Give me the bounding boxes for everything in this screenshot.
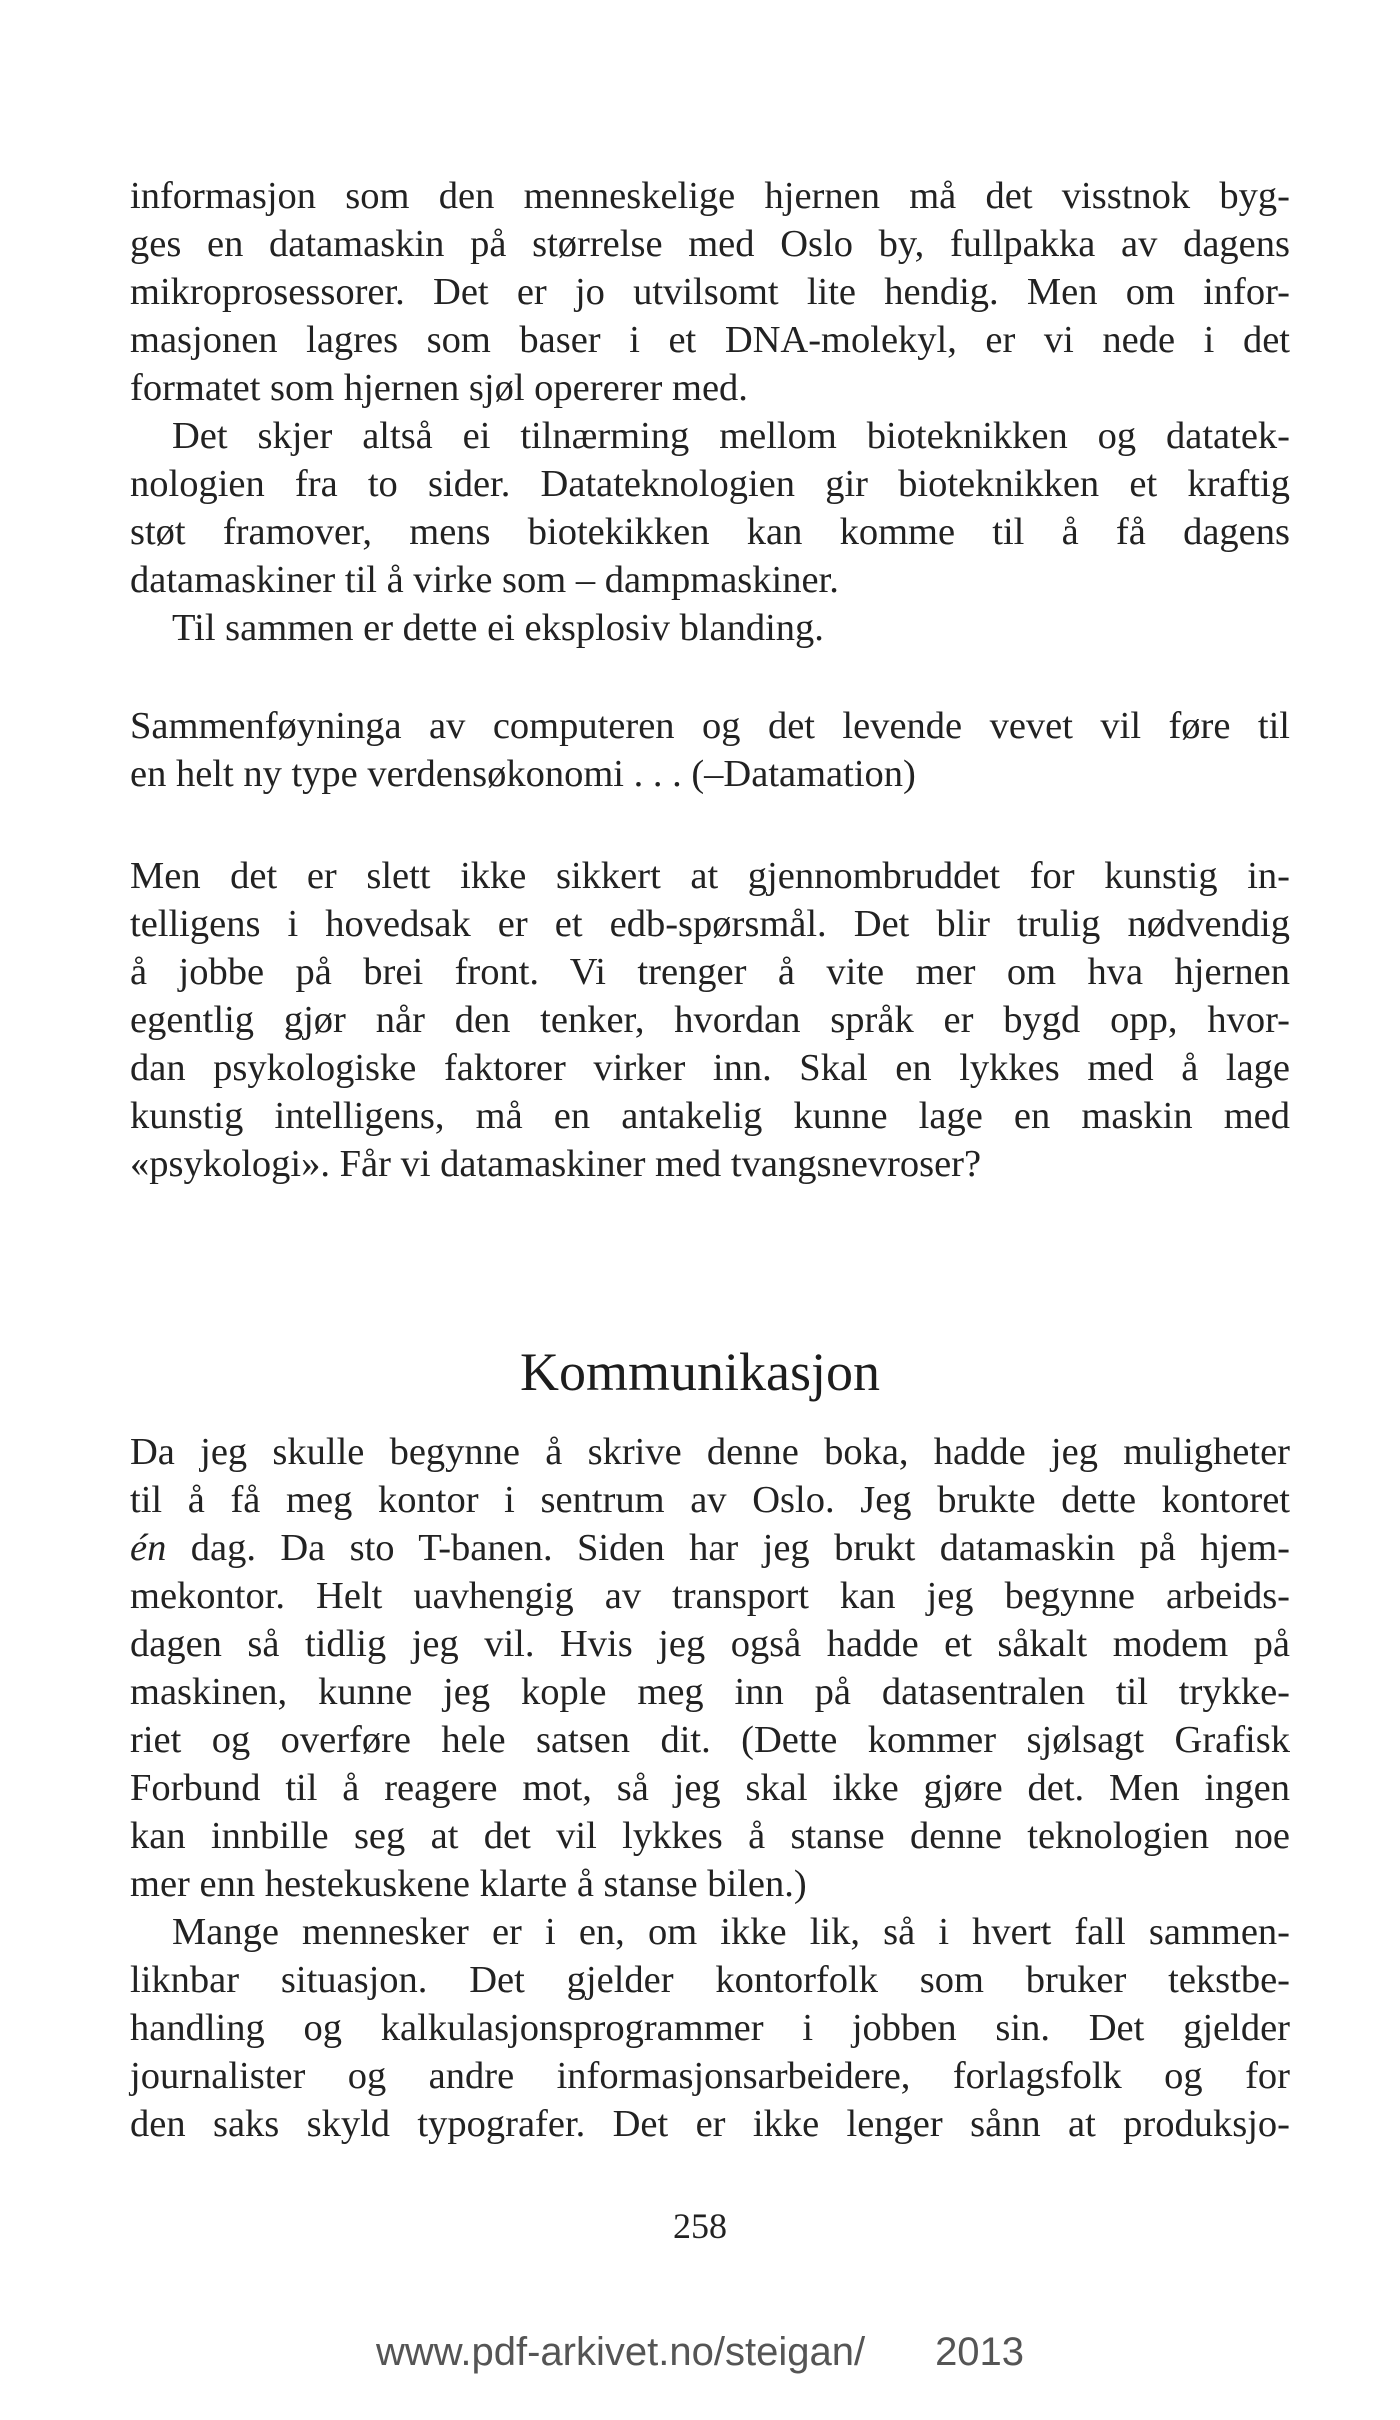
text-line: Men det er slett ikke sikkert at gjennombruddet for kunstig in- xyxy=(130,855,1290,897)
text-line: riet og overføre hele satsen dit. (Dette kommer sjølsagt Grafisk xyxy=(130,1719,1290,1761)
text-line: formatet som hjernen sjøl opererer med. xyxy=(130,367,748,409)
text-line: en helt ny type verdensøkonomi . . . (–Datamation) xyxy=(130,753,916,795)
text-line: kan innbille seg at det vil lykkes å stanse denne teknologien noe xyxy=(130,1815,1290,1857)
text-line: til å få meg kontor i sentrum av Oslo. Jeg brukte dette kontoret xyxy=(130,1479,1290,1521)
text-line: mekontor. Helt uavhengig av transport kan jeg begynne arbeids- xyxy=(130,1575,1290,1617)
text-line: telligens i hovedsak er et edb-spørsmål. Det blir trulig nødvendig xyxy=(130,903,1290,945)
text-line: Forbund til å reagere mot, så jeg skal ikke gjøre det. Men ingen xyxy=(130,1767,1290,1809)
text-line: støt framover, mens biotekikken kan komme til å få dagens xyxy=(130,511,1290,553)
paragraph-1 xyxy=(130,172,1290,412)
text-line: masjonen lagres som baser i et DNA-molekyl, er vi nede i det xyxy=(130,319,1290,361)
text-line: mer enn hestekuskene klarte å stanse bilen.) xyxy=(130,1863,807,1905)
text-line: å jobbe på brei front. Vi trenger å vite mer om hva hjernen xyxy=(130,951,1290,993)
text-line: Da jeg skulle begynne å skrive denne boka, hadde jeg muligheter xyxy=(130,1431,1290,1473)
text-line: dan psykologiske faktorer virker inn. Skal en lykkes med å lage xyxy=(130,1047,1290,1089)
text-line: Det skjer altså ei tilnærming mellom bioteknikken og datatek- xyxy=(172,415,1290,457)
paragraph-6 xyxy=(130,1908,1290,2148)
text-line: informasjon som den menneskelige hjernen må det visstnok byg- xyxy=(130,175,1290,217)
paragraph-2 xyxy=(130,412,1290,604)
text-line: mikroprosessorer. Det er jo utvilsomt lite hendig. Men om infor- xyxy=(130,271,1290,313)
watermark-url: www.pdf-arkivet.no/steigan/ xyxy=(375,2330,866,2374)
text-line: maskinen, kunne jeg kople meg inn på datasentralen til trykke- xyxy=(130,1671,1290,1713)
text-line: handling og kalkulasjonsprogrammer i jobben sin. Det gjelder xyxy=(130,2007,1290,2049)
text-line: dagen så tidlig jeg vil. Hvis jeg også hadde et såkalt modem på xyxy=(130,1623,1290,1665)
text-line: nologien fra to sider. Datateknologien gir bioteknikken et kraftig xyxy=(130,463,1290,505)
paragraph-3 xyxy=(130,604,1290,652)
text-line: egentlig gjør når den tenker, hvordan språk er bygd opp, hvor- xyxy=(130,999,1290,1041)
text-line: liknbar situasjon. Det gjelder kontorfolk som bruker tekstbe- xyxy=(130,1959,1290,2001)
quote-block xyxy=(130,702,1290,798)
text-line: «psykologi». Får vi datamaskiner med tvangsnevroser? xyxy=(130,1143,982,1185)
text-line: den saks skyld typografer. Det er ikke lenger sånn at produksjo- xyxy=(130,2103,1290,2145)
text-line: datamaskiner til å virke som – dampmaskiner. xyxy=(130,559,839,601)
text-line: kunstig intelligens, må en antakelig kunne lage en maskin med xyxy=(130,1095,1290,1137)
watermark-footer xyxy=(0,2328,1400,2376)
paragraph-5 xyxy=(130,1428,1290,1908)
text-line xyxy=(130,1524,1290,1572)
text-run: dag. Da sto T-banen. Siden har jeg brukt datamaskin på hjem- xyxy=(166,1527,1290,1569)
text-line: Mange mennesker er i en, om ikke lik, så i hvert fall sammen- xyxy=(172,1911,1290,1953)
paragraph-4 xyxy=(130,852,1290,1188)
watermark-year: 2013 xyxy=(935,2330,1025,2374)
text-line: Til sammen er dette ei eksplosiv blanding. xyxy=(172,607,824,649)
section-heading: Kommunikasjon xyxy=(520,1342,880,1402)
emphasis: én xyxy=(130,1527,167,1569)
page-number: 258 xyxy=(673,2206,727,2246)
text-line: journalister og andre informasjonsarbeidere, forlagsfolk og for xyxy=(130,2055,1290,2097)
text-line: Sammenføyninga av computeren og det levende vevet vil føre til xyxy=(130,705,1290,747)
text-line: ges en datamaskin på størrelse med Oslo by, fullpakka av dagens xyxy=(130,223,1290,265)
